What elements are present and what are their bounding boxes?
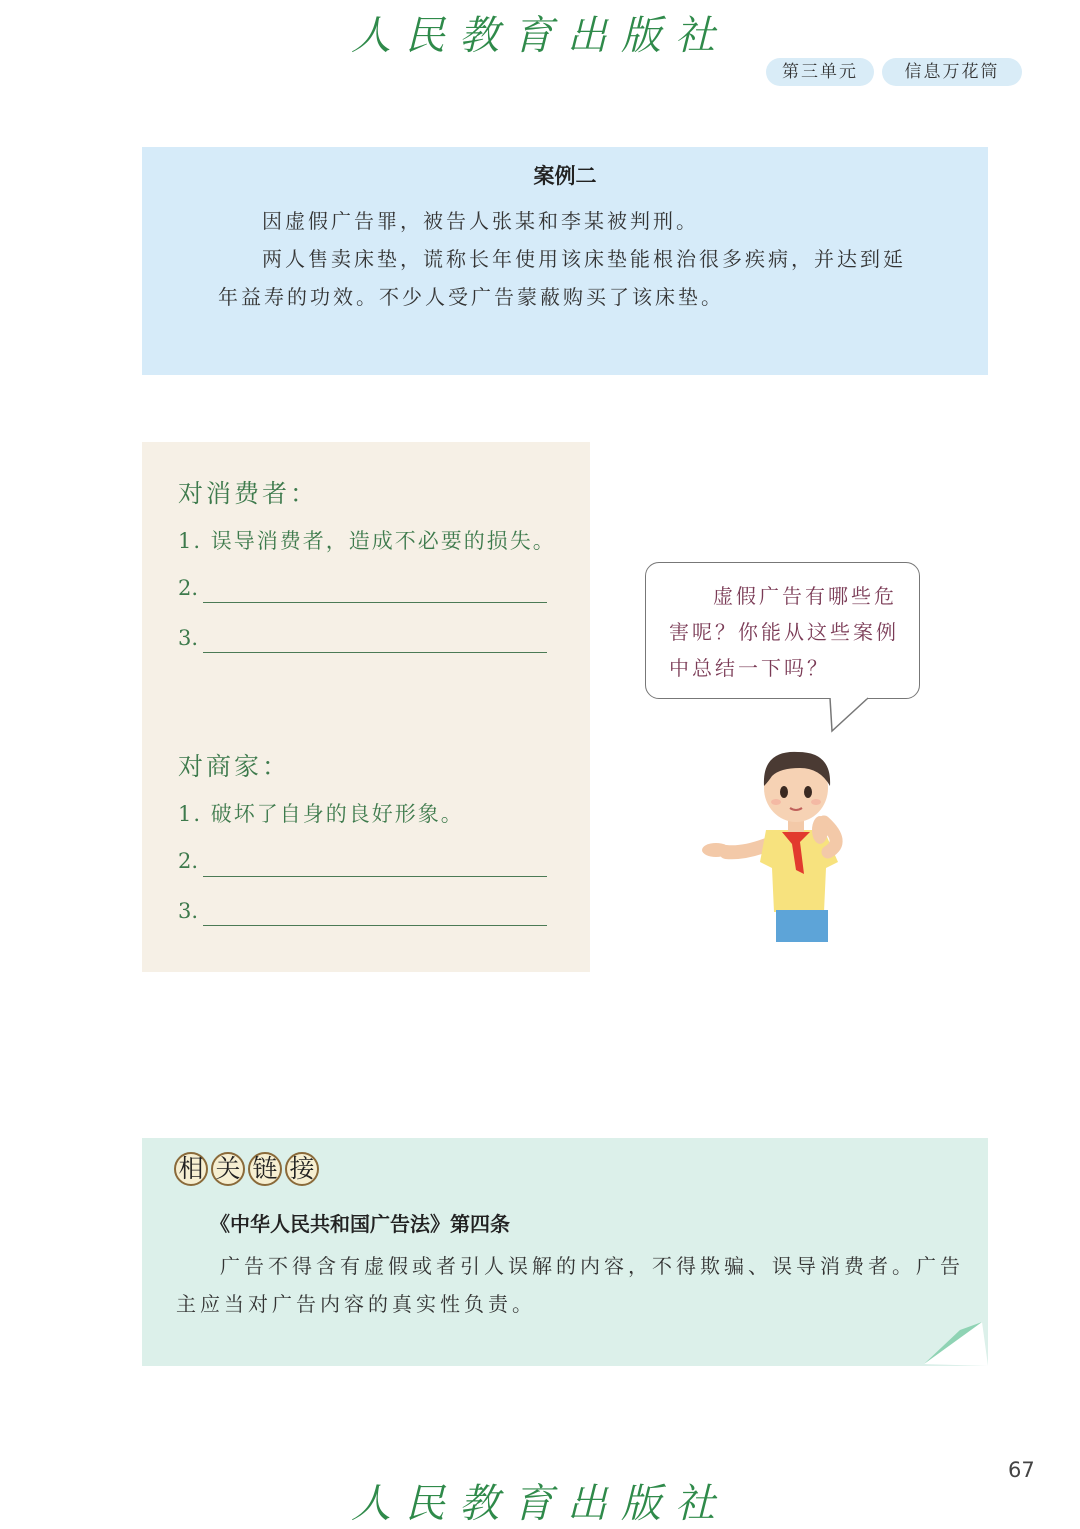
badge-char-3: 链 — [248, 1152, 282, 1186]
merchant-blank-3-line[interactable] — [203, 925, 547, 926]
page-fold-icon — [922, 1322, 988, 1366]
badge-char-4: 接 — [285, 1152, 319, 1186]
badge-char-1: 相 — [174, 1152, 208, 1186]
case-paragraph-2: 两人售卖床垫，谎称长年使用该床垫能根治很多疾病，并达到延年益寿的功效。不少人受广告蒙蔽购买了该床垫。 — [218, 247, 906, 309]
speech-bubble-tail-icon — [826, 697, 876, 733]
publisher-logo-top: 人民教育出版社 — [351, 13, 729, 59]
merchant-blank-3-number: 3. — [178, 899, 199, 923]
related-link-badge — [174, 1152, 319, 1186]
consumer-blank-2-line[interactable] — [203, 602, 547, 603]
merchant-blank-2-line[interactable] — [203, 876, 547, 877]
publisher-logo-bottom: 人民教育出版社 — [351, 1481, 729, 1527]
merchant-blank-2-number: 2. — [178, 849, 199, 873]
case-title: 案例二 — [533, 164, 597, 188]
consumer-heading: 对消费者： — [178, 479, 319, 508]
unit-tag: 第三单元 — [766, 58, 874, 86]
consumer-blank-2-number: 2. — [178, 576, 199, 600]
merchant-heading: 对商家： — [178, 752, 291, 781]
merchant-item-1: 1. 破坏了自身的良好形象。 — [178, 802, 464, 826]
consumer-blank-3-line[interactable] — [203, 652, 547, 653]
law-text: 广告不得含有虚假或者引人误解的内容，不得欺骗、误导消费者。广告主应当对广告内容的真实性负责。 — [176, 1254, 964, 1316]
consumer-item-1: 1. 误导消费者，造成不必要的损失。 — [178, 529, 556, 553]
case-paragraph-1: 因虚假广告罪，被告人张某和李某被判刑。 — [262, 209, 699, 233]
topic-tag: 信息万花筒 — [882, 58, 1022, 86]
effects-box — [142, 442, 590, 972]
speech-bubble-text: 虚假广告有哪些危害呢？你能从这些案例中总结一下吗？ — [669, 584, 899, 680]
page-number: 67 — [1008, 1458, 1035, 1482]
law-title: 《中华人民共和国广告法》第四条 — [210, 1212, 510, 1236]
consumer-blank-3-number: 3. — [178, 626, 199, 650]
badge-char-2: 关 — [211, 1152, 245, 1186]
student-boy-icon — [696, 742, 856, 942]
